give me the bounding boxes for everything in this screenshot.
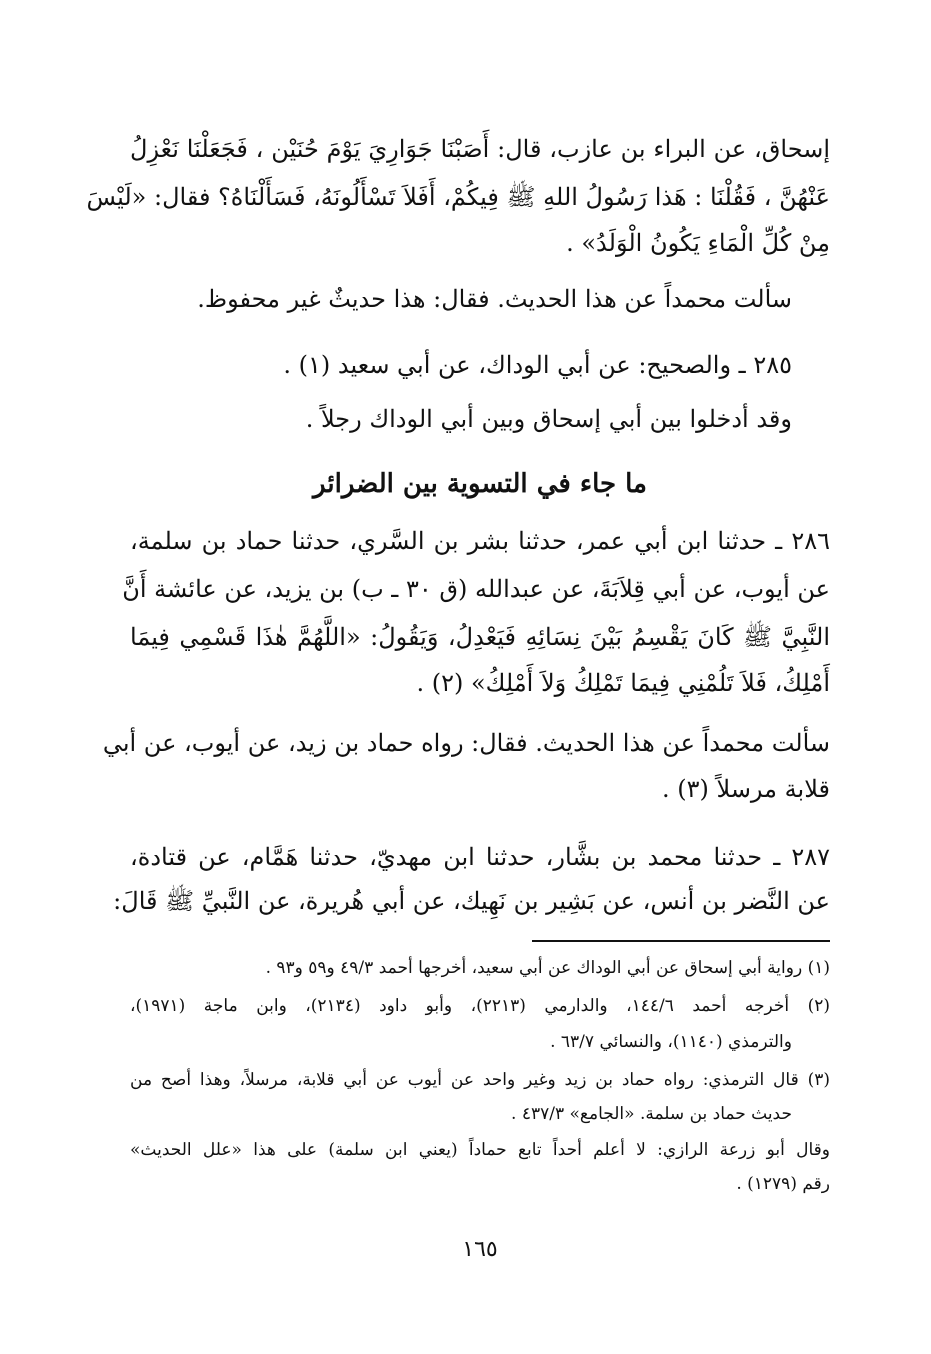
hadith-286-line-2: عن أيوب، عن أبي قِلاَبَةَ، عن عبدالله (ق ٣٠ ـ ب) بن يزيد، عن عائشة أَنَّ	[122, 575, 830, 603]
hadith-284-line-1: إسحاق، عن البراء بن عازب، قال: أَصَبْنَا جَوَارِيَ يَوْمَ حُنَيْن ، فَجَعَلْنَا نَعْزِلُ	[130, 135, 830, 163]
hadith-285: ٢٨٥ ـ والصحيح: عن أبي الوداك، عن أبي سعيد (١) .	[283, 351, 792, 379]
hadith-287-line-1: ٢٨٧ ـ حدثنا محمد بن بشَّار، حدثنا ابن مهديّ، حدثنا هَمَّام، عن قتادة،	[130, 843, 830, 871]
footnote-separator	[532, 940, 830, 942]
note-285: وقد أدخلوا بين أبي إسحاق وبين أبي الوداك رجلاً .	[305, 405, 792, 433]
hadith-284-line-3: مِنْ كُلِّ الْمَاءِ يَكُونُ الْوَلَدُ» .	[566, 229, 830, 257]
page-number: ١٦٥	[462, 1237, 498, 1262]
question-286-line-1: سألت محمداً عن هذا الحديث. فقال: رواه حماد بن زيد، عن أيوب، عن أبي	[102, 729, 830, 757]
hadith-286-line-4: أَمْلِكُ، فَلاَ تَلُمْنِي فِيمَا تَمْلِكُ وَلاَ أَمْلِكُ» (٢) .	[416, 669, 830, 697]
hadith-286-line-1: ٢٨٦ ـ حدثنا ابن أبي عمر، حدثنا بشر بن السَّري، حدثنا حماد بن سلمة،	[130, 527, 830, 555]
footnote-2-line-1: (٢) أخرجه أحمد ١٤٤/٦، والدارمي (٢٢١٣)، وأبو داود (٢١٣٤)، وابن ماجة (١٩٧١)،	[130, 996, 830, 1016]
footnote-2-line-2: والترمذي (١١٤٠)، والنسائي ٦٣/٧ .	[550, 1032, 792, 1052]
question-284: سألت محمداً عن هذا الحديث. فقال: هذا حديثٌ غير محفوظ.	[197, 285, 792, 313]
footnote-1: (١) رواية أبي إسحاق عن أبي الوداك عن أبي سعيد، أخرجها أحمد ٤٩/٣ و٥٩ و٩٣ .	[265, 958, 830, 978]
question-286-line-2: قلابة مرسلاً (٣) .	[661, 775, 830, 803]
chapter-heading: ما جاء في التسوية بين الضرائر	[313, 469, 647, 499]
footnote-3-line-2: حديث حماد بن سلمة. «الجامع» ٤٣٧/٣ .	[511, 1104, 792, 1124]
footnote-3-line-3: وقال أبو زرعة الرازي: لا أعلم أحداً تابع حماداً (يعني ابن سلمة) على هذا «علل الحديث»	[130, 1140, 830, 1160]
hadith-286-line-3: النَّبِيَّ ﷺ كَانَ يَقْسِمُ بَيْنَ نِسَائِهِ فَيَعْدِلُ، وَيَقُولُ: «اللَّهُمَّ هٰذَا قَسْمِي فِيمَا	[130, 623, 830, 651]
footnote-3-line-1: (٣) قال الترمذي: رواه حماد بن زيد وغير واحد عن أيوب عن أبي قلابة، مرسلاً، وهذا أصح من	[130, 1070, 830, 1090]
footnote-3-line-4: رقم (١٢٧٩) .	[736, 1174, 830, 1194]
hadith-287-line-2: عن النَّضر بن أنس، عن بَشِير بن نَهِيك، عن أبي هُريرة، عن النَّبيِّ ﷺ قَالَ:	[113, 887, 830, 915]
hadith-284-line-2: عَنْهُنَّ ، فَقُلْنَا : هَذا رَسُولُ اللهِ ﷺ فِيكُمْ، أَفَلاَ تَسْأَلُونَهُ، فَسَأَلْنَاهُ؟ فقال: «لَيْسَ	[86, 183, 830, 211]
book-page	[86, 118, 830, 1298]
